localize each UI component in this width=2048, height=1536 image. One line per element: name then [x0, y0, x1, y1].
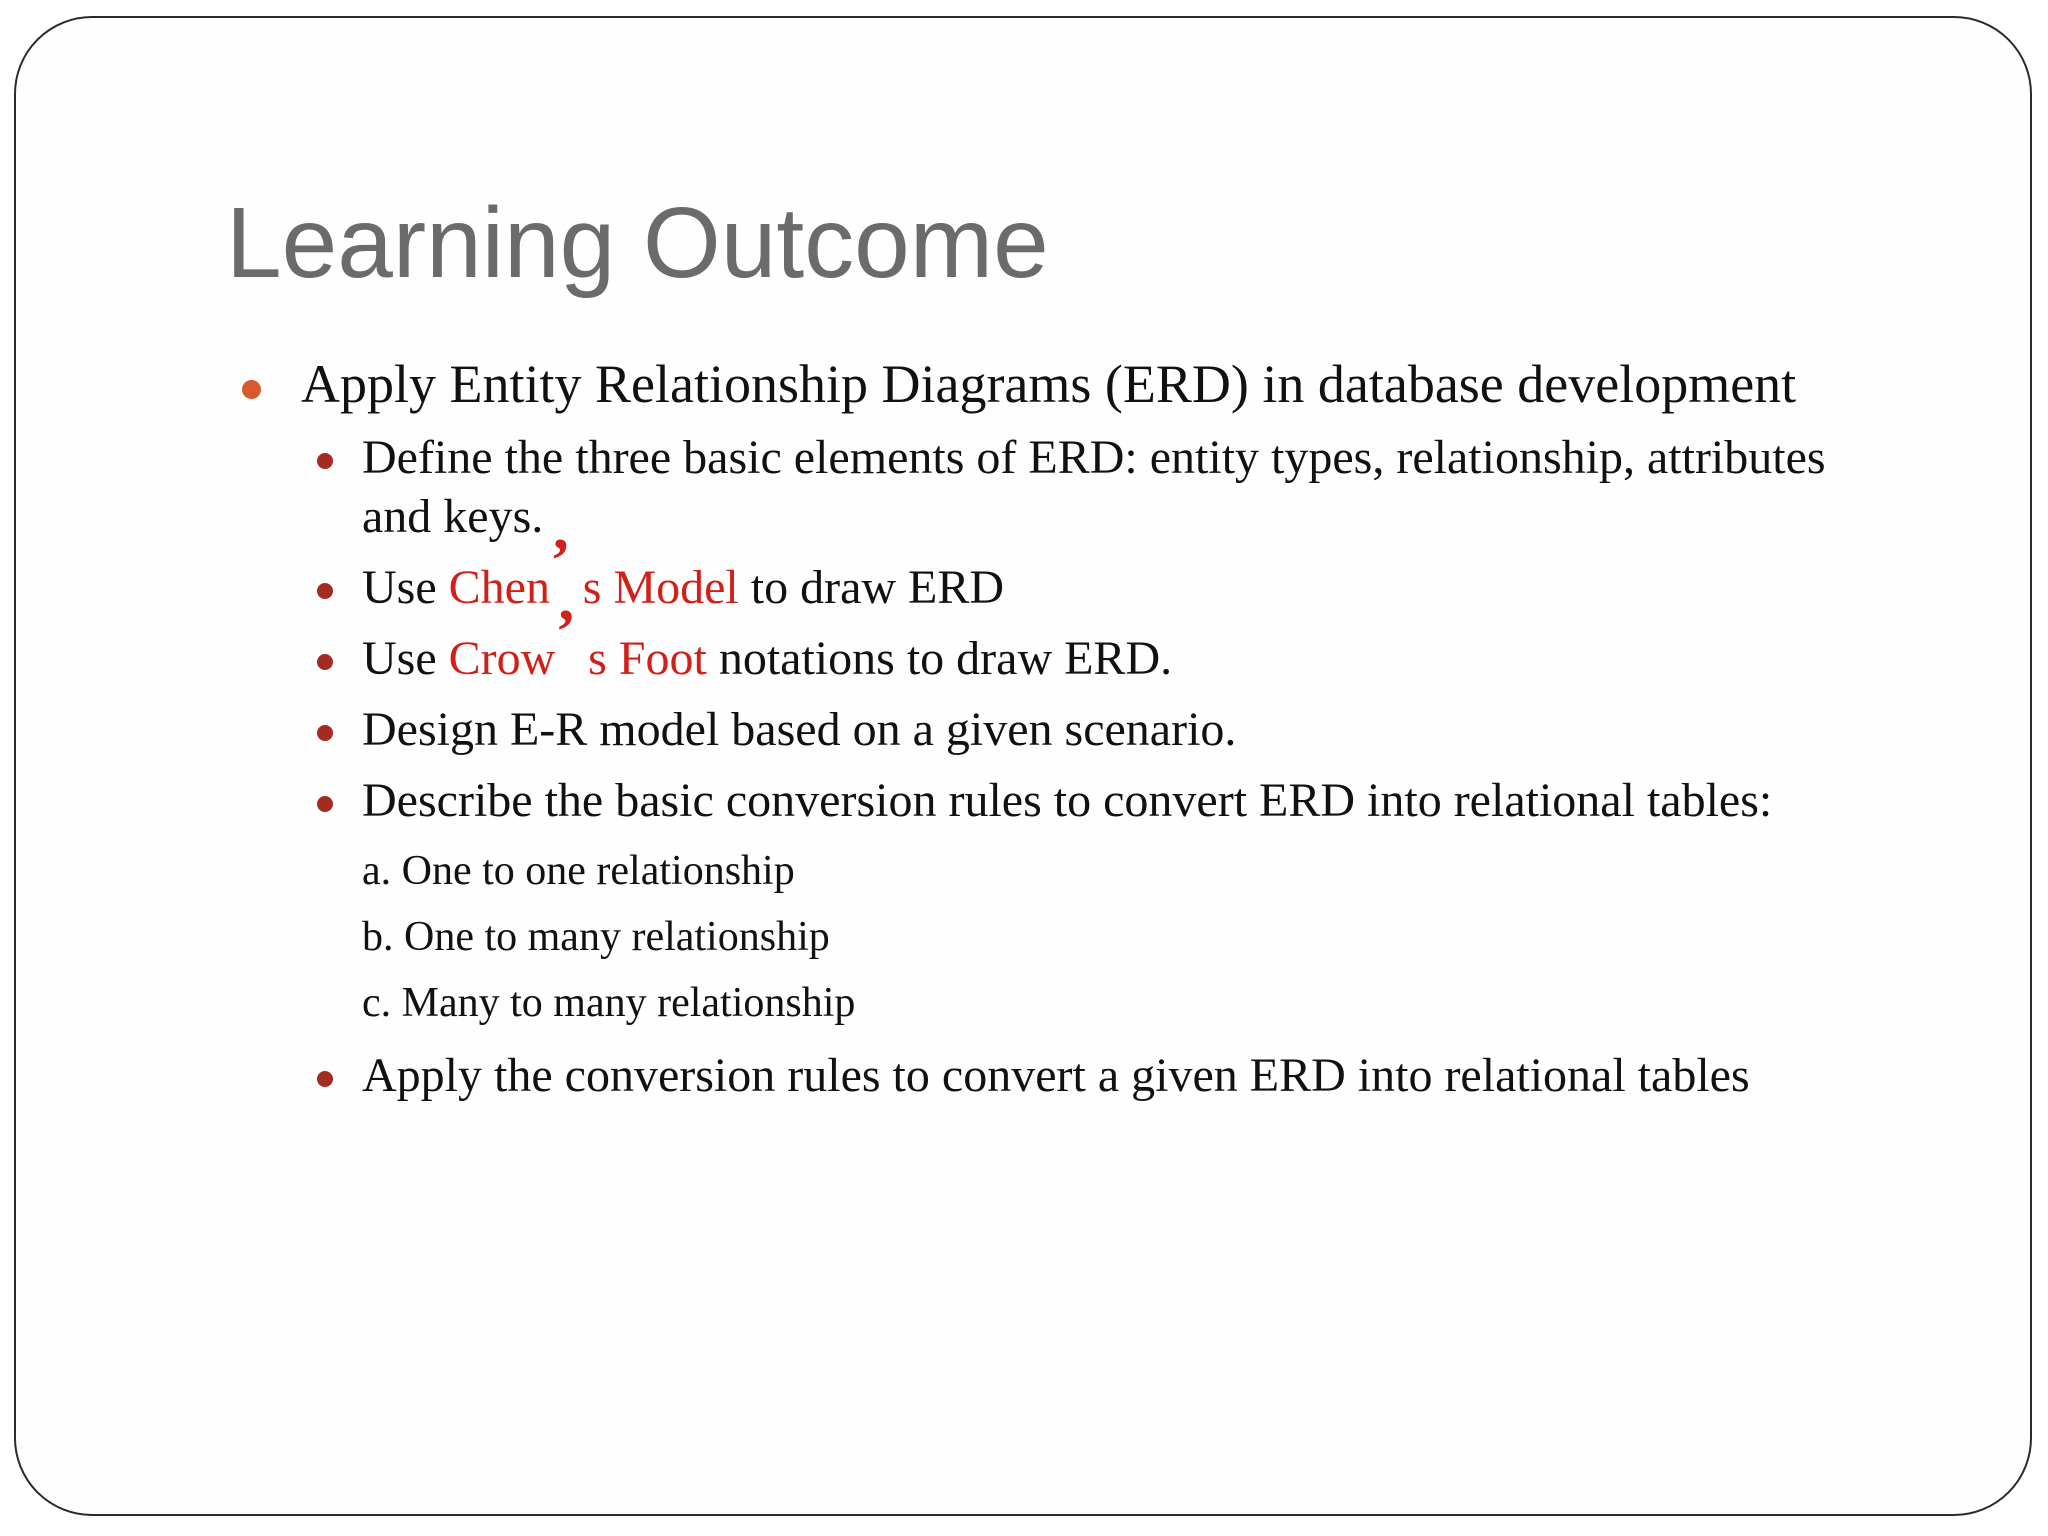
slide [14, 16, 2032, 1516]
crow-prefix: Use [362, 632, 449, 685]
bullet-icon [317, 1071, 333, 1087]
chen-suffix: to draw ERD [738, 561, 1005, 614]
sub-point-define [226, 428, 1876, 546]
sub-point-describe [226, 771, 1876, 830]
sub-point-apply-text: Apply the conversion rules to convert a given ERD into relational tables [362, 1049, 1750, 1102]
chen-prefix: Use [362, 561, 449, 614]
main-point-text: Apply Entity Relationship Diagrams (ERD) in database development [301, 354, 1797, 414]
sub-point-apply [226, 1046, 1876, 1105]
crow-highlight-b: s Foot [576, 632, 707, 685]
bullet-icon [317, 583, 333, 599]
slide-content [226, 353, 1876, 1105]
bullet-icon [317, 796, 333, 812]
bullet-icon [317, 725, 333, 741]
sub-point-design [226, 700, 1876, 759]
sub-point-crow [226, 597, 1876, 688]
crow-highlight-a: Crow [448, 632, 556, 685]
crows-foot-highlight: Crow’ s Foot [448, 597, 707, 685]
sub-point-describe-text: Describe the basic conversion rules to convert ERD into relational tables: [362, 774, 1773, 827]
crow-suffix: notations to draw ERD. [706, 632, 1173, 685]
sub-point-chen [226, 526, 1876, 617]
conversion-rule: a. One to one relationship [362, 848, 795, 894]
sub-point-define-text: Define the three basic elements of ERD: entity types, relationship, attributes and keys. [362, 431, 1826, 543]
conversion-rule: b. One to many relationship [362, 914, 830, 960]
bullet-icon [317, 654, 333, 670]
chen-highlight-b: s Model [570, 561, 739, 614]
chen-highlight-a: Chen [448, 561, 550, 614]
sub-point-design-text: Design E-R model based on a given scenario. [362, 703, 1237, 756]
main-point [226, 353, 1876, 416]
bullet-icon [242, 380, 261, 399]
chen-model-highlight: Chen’ s Model [448, 526, 739, 614]
conversion-rule: c. Many to many relationship [362, 980, 856, 1026]
bullet-icon [317, 453, 333, 469]
slide-title: Learning Outcome [226, 187, 1049, 299]
